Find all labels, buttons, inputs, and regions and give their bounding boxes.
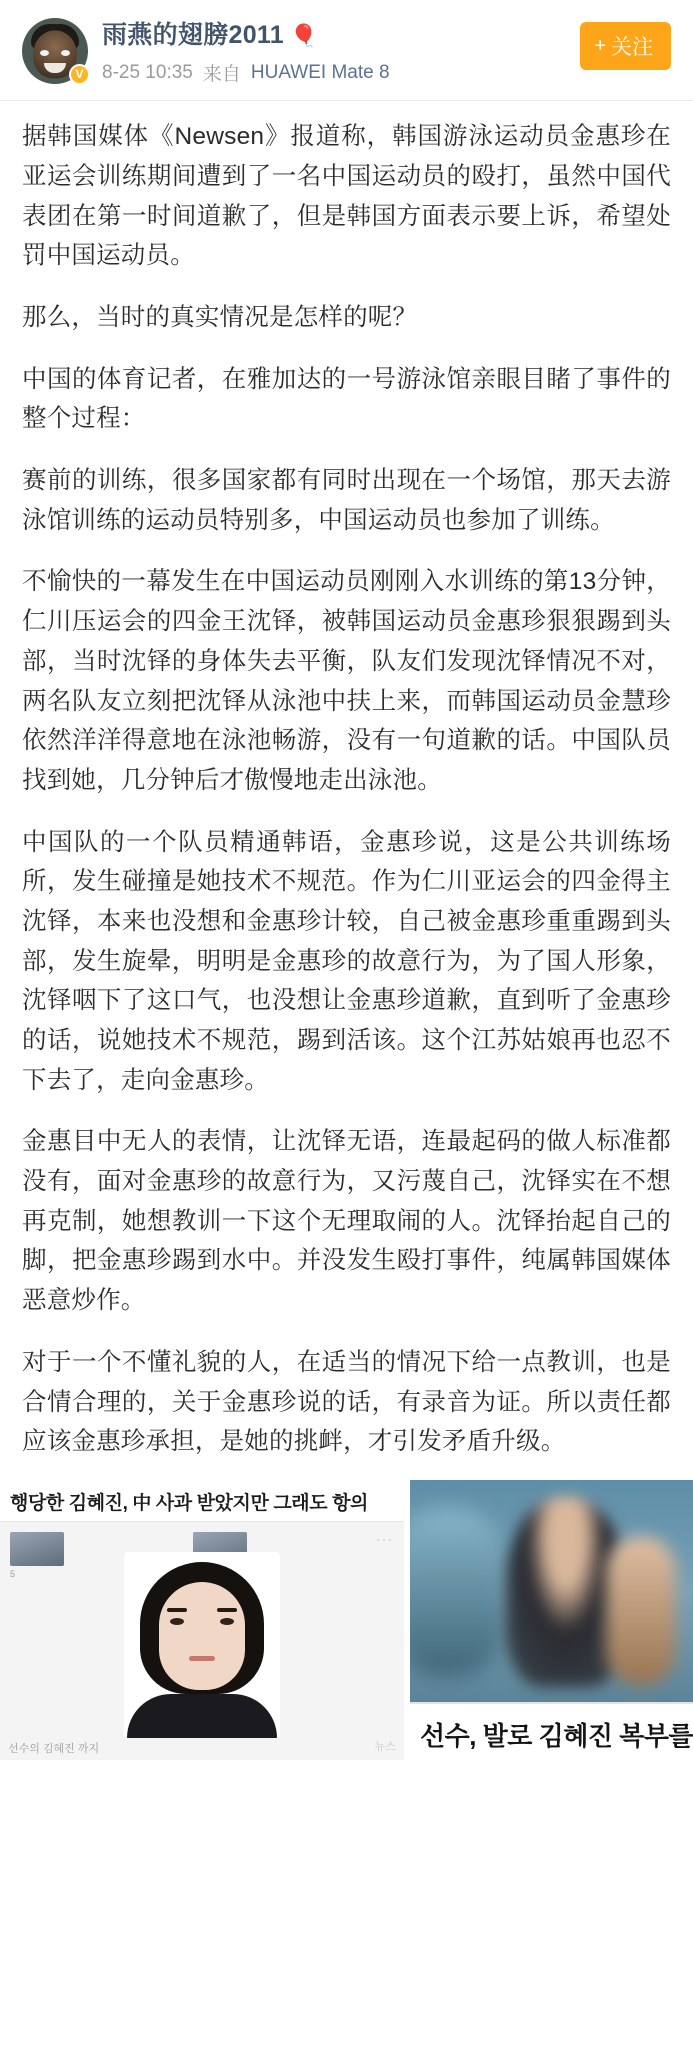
portrait-eye-right-shape — [220, 1618, 234, 1625]
post-meta — [102, 18, 566, 86]
source-label: 来自 — [202, 64, 241, 86]
post-paragraph: 对于一个不懂礼貌的人，在适当的情况下给一点教训，也是合情合理的，关于金惠珍说的话，有录音为证。所以责任都应该金惠珍承担，是她的挑衅，才引发矛盾升级。 — [22, 1348, 671, 1456]
post-header — [0, 0, 693, 96]
portrait-body-shape — [127, 1694, 277, 1738]
video-caption-text: 선수, 발로 김혜진 복부를 — [420, 1720, 693, 1751]
news-thumb-image — [10, 1532, 64, 1566]
source-device[interactable]: HUAWEI Mate 8 — [250, 61, 390, 83]
post-paragraph: 赛前的训练，很多国家都有同时出现在一个场馆，那天去游泳馆训练的运动员特别多，中国运动员也参加了训练。 — [22, 467, 671, 534]
author-name-row[interactable] — [102, 20, 566, 51]
post-paragraph: 据韩国媒体《Newsen》报道称，韩国游泳运动员金惠珍在亚运会训练期间遭到了一名中国运动员的殴打，虽然中国代表团在第一时间道歉了，但是韩国方面表示要上诉，希望处罚中国运动员。 — [22, 123, 671, 270]
news-thumb — [10, 1532, 64, 1579]
follow-button-label: 关注 — [611, 36, 653, 59]
follow-button[interactable] — [580, 22, 671, 70]
avatar[interactable] — [22, 18, 88, 84]
post-image-grid — [0, 1476, 693, 1760]
post-paragraph: 中国队的一个队员精通韩语，金惠珍说，这是公共训练场所，发生碰撞是她技术不规范。作为仁川亚运会的四金得主沈铎，本来也没想和金惠珍计较，自己被金惠珍重重踢到头部，发生旋晕，明明是金惠珍的故意行为，为了国人形象，沈铎咽下了这口气，也没想让金惠珍道歉，直到听了金惠珍的话，说她技术不规范，踢到活该。这个江苏姑娘再也忍不下去了，走向金惠珍。 — [22, 828, 671, 1094]
author-nickname: 雨燕的翅膀2011 — [102, 21, 284, 49]
post-paragraph: 中国的体育记者，在雅加达的一号游泳馆亲眼目睹了事件的整个过程： — [22, 365, 671, 433]
news-watermark: 뉴스 — [374, 1740, 396, 1753]
post-submeta — [102, 59, 566, 86]
portrait-brow-right-shape — [217, 1608, 237, 1612]
post-image-video-screenshot[interactable] — [410, 1480, 693, 1760]
news-image-caption: 선수의 김혜진 까지 — [8, 1742, 100, 1755]
post-content — [0, 101, 693, 1462]
blurred-arm-shape — [606, 1536, 676, 1686]
balloon-icon: 🎈 — [289, 22, 318, 48]
blurred-background-shape — [410, 1508, 503, 1678]
post-image-news-screenshot[interactable] — [0, 1480, 404, 1760]
news-thumb-count: 5 — [10, 1568, 16, 1579]
portrait-mouth-shape — [189, 1656, 215, 1661]
news-pager-dots: ··· — [376, 1531, 394, 1546]
verified-badge-icon: V — [69, 64, 90, 85]
avatar-eye-left-shape — [40, 50, 49, 56]
avatar-eye-right-shape — [61, 50, 70, 56]
video-caption-bar — [410, 1702, 693, 1760]
portrait-eye-left-shape — [170, 1618, 184, 1625]
plus-icon: + — [594, 35, 606, 57]
news-headline-text: 행당한 김혜진, 中 사과 받았지만 그래도 항의 — [10, 1492, 368, 1514]
post-paragraph: 那么，当时的真实情况是怎样的呢？ — [22, 304, 418, 331]
news-portrait-photo — [124, 1552, 280, 1738]
portrait-brow-left-shape — [167, 1608, 187, 1612]
post-timestamp: 8-25 10:35 — [102, 61, 193, 83]
post-paragraph: 金惠目中无人的表情，让沈铎无语，连最起码的做人标准都没有，面对金惠珍的故意行为，又污蔑自己，沈铎实在不想再克制，她想教训一下这个无理取闹的人。沈铎抬起自己的脚，把金惠珍踢到水中。并没发生殴打事件，纯属韩国媒体恶意炒作。 — [22, 1128, 671, 1315]
portrait-face-shape — [159, 1582, 245, 1690]
post-paragraph: 不愉快的一幕发生在中国运动员刚刚入水训练的第13分钟，仁川压运会的四金王沈铎，被韩国运动员金惠珍狠狠踢到头部，当时沈铎的身体失去平衡，队友们发现沈铎情况不对，两名队友立刻把沈铎从泳池中扶上来，而韩国运动员金慧珍依然洋洋得意地在泳池畅游，没有一句道歉的话。中国队员找到她，几分钟后才傲慢地走出泳池。 — [22, 568, 671, 794]
